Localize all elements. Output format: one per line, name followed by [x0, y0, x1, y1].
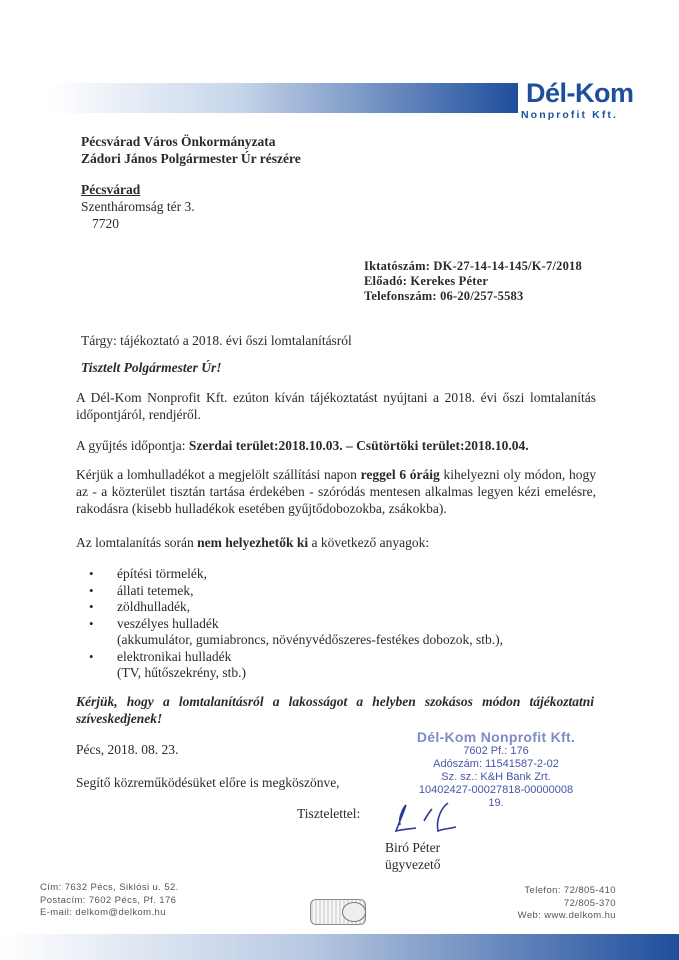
signer-title: ügyvezető	[385, 857, 441, 872]
stamp-line: 10402427-00027818-00000008	[418, 784, 574, 796]
thanks-line: Segítő közreműködésüket előre is megköszönve,	[76, 775, 340, 790]
reference-phone: Telefonszám: 06-20/257-5583	[364, 289, 524, 303]
company-logo: Dél-Kom	[526, 78, 634, 108]
footer-band	[0, 934, 679, 960]
letter-date: Pécs, 2018. 08. 23.	[76, 742, 179, 757]
company-stamp	[398, 729, 594, 810]
recipient-line-2: Zádori János Polgármester Úr részére	[81, 151, 301, 166]
list-item: • állati tetemek,	[89, 583, 549, 600]
request-paragraph: Kérjük, hogy a lomtalanításról a lakosságot a helyben szokásos módon tájékoztatni szíveskedjenek!	[76, 694, 594, 726]
collection-prefix: A gyűjtés időpontja:	[76, 438, 189, 453]
list-item: • veszélyes hulladék (akkumulátor, gumiabroncs, növényvédőszeres-festékes dobozok, stb.),	[89, 616, 549, 649]
excluded-text-c: a következő anyagok:	[308, 535, 430, 550]
stamp-line: Sz. sz.: K&H Bank Zrt.	[441, 771, 551, 783]
subject	[81, 332, 352, 349]
placement-paragraph	[76, 466, 596, 517]
address-city: Pécsvárad	[81, 182, 141, 197]
reference-number: Iktatószám: DK-27-14-14-145/K-7/2018	[364, 259, 582, 273]
footer-postal: Postacím: 7602 Pécs, Pf. 176	[40, 894, 177, 906]
stamp-line: Adószám: 11541587-2-02	[433, 758, 559, 770]
excluded-emphasis: nem helyezhetők ki	[197, 535, 309, 550]
collection-dates-value: Szerdai terület:2018.10.03. – Csütörtöki terület:2018.10.04.	[188, 438, 529, 453]
placement-text-a: Kérjük a lomhulladékot a megjelölt szállítási napon	[76, 467, 361, 482]
certification-seal-icon	[342, 902, 366, 922]
footer-left	[40, 882, 179, 920]
collection-dates	[76, 437, 529, 454]
footer-email: E-mail: delkom@delkom.hu	[40, 907, 166, 918]
recipient-line-1: Pécsvárad Város Önkormányzata	[81, 134, 276, 149]
address-zip: 7720	[92, 216, 119, 231]
subject-label: Tárgy	[81, 333, 113, 348]
stamp-line: 19.	[488, 797, 504, 809]
footer-web: Web: www.delkom.hu	[517, 910, 616, 921]
footer-address: Cím: 7632 Pécs, Siklósi u. 52.	[40, 882, 179, 893]
placement-text-c: kihelyezni oly módon, hogy az - a közterület tisztán tartása érdekében - szóródás mentesen alkalmas legyen kézi emelésre, rakodásra (kisebb hulladékok esetében gyűjtődobozokba, zsákokba).	[76, 467, 596, 516]
reference-speaker: Előadó: Kerekes Péter	[364, 274, 489, 288]
list-item: • építési törmelék,	[89, 566, 549, 583]
header-band	[48, 83, 518, 113]
address-street: Szentháromság tér 3.	[81, 199, 195, 214]
footer-right	[470, 885, 616, 923]
company-logo-sub: Nonprofit Kft.	[521, 109, 619, 121]
signer-name: Biró Péter	[385, 840, 441, 855]
excluded-intro	[76, 534, 429, 551]
intro-paragraph: A Dél-Kom Nonprofit Kft. ezúton kíván tájékoztatást nyújtani a 2018. évi őszi lomtalanítás időpontjáról, rendjéről.	[76, 390, 596, 422]
salutation: Tisztelt Polgármester Úr!	[81, 360, 222, 375]
subject-text: : tájékoztató a 2018. évi őszi lomtalanításról	[113, 333, 352, 348]
stamp-line: 7602 Pf.: 176	[463, 745, 529, 757]
excluded-text-a: Az lomtalanítás során	[76, 535, 198, 550]
footer-phone-2: 72/805-370	[563, 897, 616, 909]
placement-deadline: reggel 6 óráig	[360, 467, 440, 482]
list-item: • elektronikai hulladék (TV, hűtőszekrény, stb.)	[89, 649, 549, 682]
stamp-title: Dél-Kom Nonprofit Kft.	[416, 729, 576, 745]
excluded-items-list	[89, 566, 549, 682]
regards-line: Tisztelettel:	[297, 806, 361, 821]
footer-phone: Telefon: 72/805-410	[524, 885, 616, 896]
list-item: • zöldhulladék,	[89, 599, 549, 616]
